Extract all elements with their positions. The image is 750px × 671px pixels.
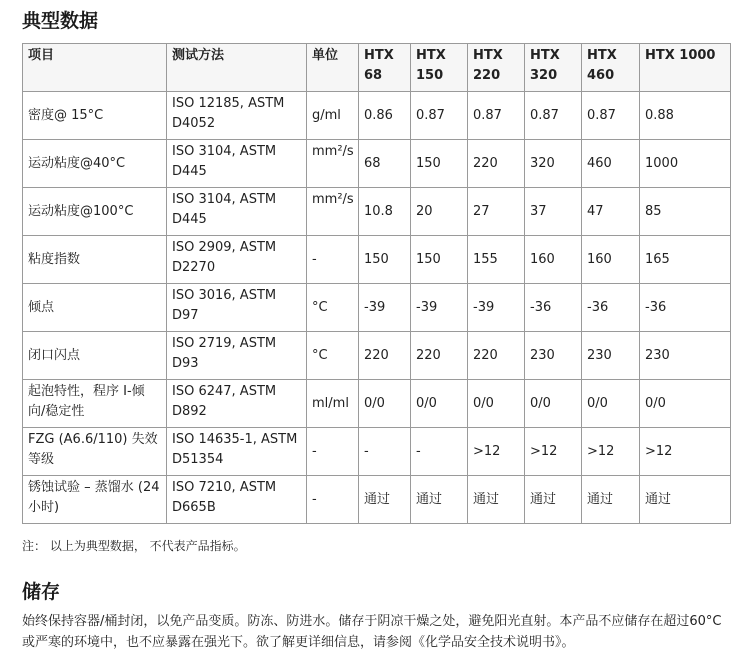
cell-value: >12 <box>640 428 731 476</box>
cell-value: -39 <box>359 284 411 332</box>
cell-method: ISO 2719, ASTM D93 <box>167 332 307 380</box>
cell-value: 0/0 <box>525 380 582 428</box>
cell-value: -39 <box>411 284 468 332</box>
cell-value: 通过 <box>640 476 731 524</box>
cell-item: 倾点 <box>23 284 167 332</box>
cell-method: ISO 3104, ASTM D445 <box>167 188 307 236</box>
cell-value: 230 <box>582 332 640 380</box>
cell-value: 0.86 <box>359 92 411 140</box>
cell-value: - <box>411 428 468 476</box>
cell-value: 0/0 <box>468 380 525 428</box>
header-htx-320: HTX 320 <box>525 44 582 92</box>
cell-value: 230 <box>525 332 582 380</box>
cell-item: 运动粘度@40°C <box>23 140 167 188</box>
cell-method: ISO 7210, ASTM D665B <box>167 476 307 524</box>
cell-value: 10.8 <box>359 188 411 236</box>
cell-value: 0/0 <box>359 380 411 428</box>
cell-unit: ml/ml <box>307 380 359 428</box>
cell-method: ISO 14635-1, ASTM D51354 <box>167 428 307 476</box>
cell-item: 起泡特性，程序 I-倾向/稳定性 <box>23 380 167 428</box>
header-htx-150: HTX 150 <box>411 44 468 92</box>
cell-value: 230 <box>640 332 731 380</box>
table-row <box>23 92 731 140</box>
cell-item: 密度@ 15°C <box>23 92 167 140</box>
cell-value: 155 <box>468 236 525 284</box>
cell-value: 150 <box>359 236 411 284</box>
cell-value: 47 <box>582 188 640 236</box>
table-header-row <box>23 44 731 92</box>
cell-value: 0/0 <box>582 380 640 428</box>
cell-method: ISO 12185, ASTM D4052 <box>167 92 307 140</box>
cell-method: ISO 2909, ASTM D2270 <box>167 236 307 284</box>
cell-item: 粘度指数 <box>23 236 167 284</box>
table-row <box>23 476 731 524</box>
cell-unit: mm²/s <box>307 140 359 188</box>
cell-item: FZG (A6.6/110) 失效等级 <box>23 428 167 476</box>
header-htx-220: HTX 220 <box>468 44 525 92</box>
header-htx-68: HTX 68 <box>359 44 411 92</box>
cell-unit: g/ml <box>307 92 359 140</box>
table-note: 注： 以上为典型数据， 不代表产品指标。 <box>22 539 246 553</box>
cell-value: - <box>359 428 411 476</box>
cell-value: -36 <box>640 284 731 332</box>
cell-unit: - <box>307 236 359 284</box>
cell-value: 68 <box>359 140 411 188</box>
table-row <box>23 140 731 188</box>
cell-value: 220 <box>411 332 468 380</box>
cell-value: 220 <box>468 140 525 188</box>
cell-value: 通过 <box>359 476 411 524</box>
cell-value: 85 <box>640 188 731 236</box>
cell-value: 0.87 <box>411 92 468 140</box>
cell-unit: mm²/s <box>307 188 359 236</box>
cell-value: >12 <box>468 428 525 476</box>
cell-item: 锈蚀试验 – 蒸馏水 (24小时) <box>23 476 167 524</box>
header-htx-460: HTX 460 <box>582 44 640 92</box>
typical-data-table <box>22 43 731 524</box>
cell-item: 闭口闪点 <box>23 332 167 380</box>
storage-title: 储存 <box>22 581 61 603</box>
cell-value: 220 <box>468 332 525 380</box>
cell-value: 160 <box>582 236 640 284</box>
cell-value: 0/0 <box>640 380 731 428</box>
cell-value: 通过 <box>468 476 525 524</box>
cell-value: 通过 <box>525 476 582 524</box>
cell-value: 0.88 <box>640 92 731 140</box>
table-row <box>23 332 731 380</box>
cell-method: ISO 3104, ASTM D445 <box>167 140 307 188</box>
cell-value: 0/0 <box>411 380 468 428</box>
cell-value: 通过 <box>582 476 640 524</box>
cell-value: 165 <box>640 236 731 284</box>
table-row <box>23 380 731 428</box>
cell-method: ISO 6247, ASTM D892 <box>167 380 307 428</box>
typical-data-title: 典型数据 <box>22 10 99 32</box>
cell-value: 0.87 <box>525 92 582 140</box>
cell-value: 通过 <box>411 476 468 524</box>
storage-description: 始终保持容器/桶封闭，以免产品变质。防冻、防进水。储存于阴凉干燥之处，避免阳光直射。本产品不应储存在超过60°C或严寒的环境中，也不应暴露在强光下。欲了解更详细信息，请参阅《化学品安全技术说明书》。 <box>22 614 722 650</box>
cell-unit: - <box>307 476 359 524</box>
header-unit: 单位 <box>307 44 359 92</box>
cell-value: 160 <box>525 236 582 284</box>
cell-value: 460 <box>582 140 640 188</box>
cell-value: 20 <box>411 188 468 236</box>
table-row <box>23 188 731 236</box>
cell-value: 37 <box>525 188 582 236</box>
cell-value: 320 <box>525 140 582 188</box>
table-row <box>23 284 731 332</box>
cell-value: -36 <box>525 284 582 332</box>
cell-unit: °C <box>307 284 359 332</box>
cell-value: 1000 <box>640 140 731 188</box>
cell-value: 150 <box>411 236 468 284</box>
cell-value: 150 <box>411 140 468 188</box>
cell-value: >12 <box>582 428 640 476</box>
header-item: 项目 <box>23 44 167 92</box>
cell-unit: °C <box>307 332 359 380</box>
cell-value: -39 <box>468 284 525 332</box>
cell-value: 27 <box>468 188 525 236</box>
table-row <box>23 236 731 284</box>
header-htx-1000: HTX 1000 <box>640 44 731 92</box>
cell-unit: - <box>307 428 359 476</box>
cell-value: 0.87 <box>582 92 640 140</box>
cell-value: -36 <box>582 284 640 332</box>
cell-value: 0.87 <box>468 92 525 140</box>
header-test-method: 测试方法 <box>167 44 307 92</box>
cell-item: 运动粘度@100°C <box>23 188 167 236</box>
table-row <box>23 428 731 476</box>
cell-value: >12 <box>525 428 582 476</box>
cell-value: 220 <box>359 332 411 380</box>
cell-method: ISO 3016, ASTM D97 <box>167 284 307 332</box>
